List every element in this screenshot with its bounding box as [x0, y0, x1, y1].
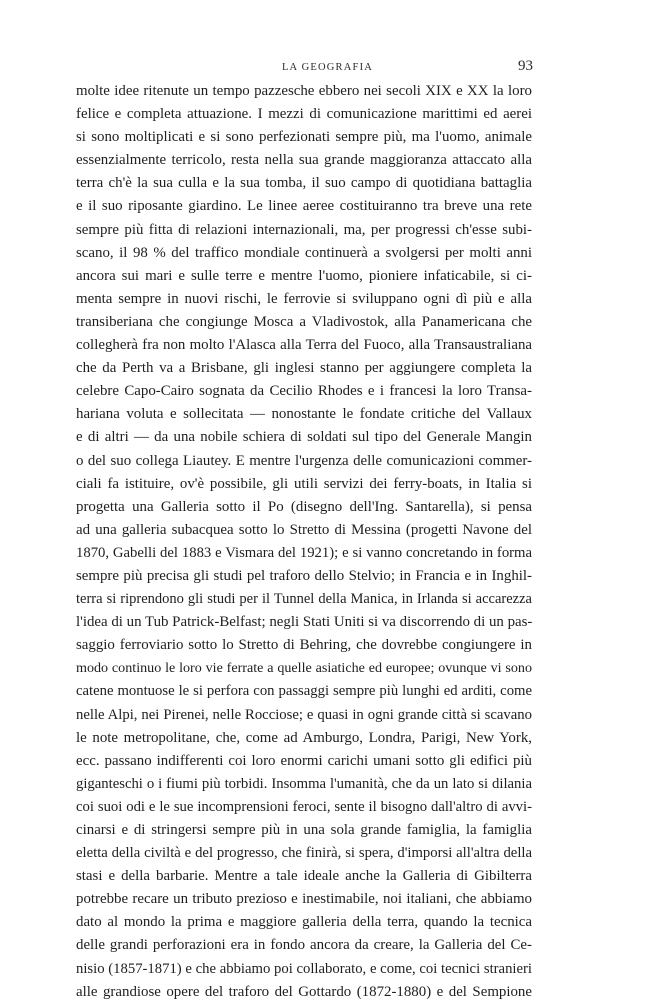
- text-line: potrebbe recare un tributo prezioso e inestimabile, noi italiani, che abbiamo: [76, 891, 532, 908]
- running-title: LA GEOGRAFIA: [281, 62, 374, 73]
- text-line: che da Perth va a Brisbane, gli inglesi stanno per aggiungere completa la: [76, 360, 532, 377]
- text-line: dato al mondo la prima e maggiore galleria della terra, quando la tecnica: [76, 914, 532, 931]
- text-line: catene montuose le si perfora con passaggi sempre più lunghi ed arditi, come: [76, 683, 532, 700]
- text-line: nelle Alpi, nei Pirenei, nelle Rocciose; e quasi in ogni grande città si scavano: [76, 706, 532, 723]
- text-line: ancora sui mari e sulle terre e mentre l'uomo, pioniere infaticabile, si ci-: [76, 267, 532, 284]
- text-line: e il suo riposante giardino. Le linee aeree costituiranno tra breve una rete: [76, 198, 532, 215]
- text-line: sempre più fitta di relazioni internazionali, ma, per progressi ch'esse subi-: [76, 221, 532, 238]
- body-text: [76, 80, 532, 1004]
- text-line: 1870, Gabelli del 1883 e Vismara del 1921); e si vanno concretando in forma: [76, 544, 532, 561]
- text-line: stasi e della barbarie. Mentre a tale ideale anche la Galleria di Gibilterra: [76, 868, 532, 885]
- text-line: scano, il 98 % del traffico mondiale continuerà a svolgersi per molti anni: [76, 244, 532, 261]
- text-line: delle grandi perforazioni era in fondo ancora da creare, la Galleria del Ce-: [76, 937, 532, 954]
- text-line: giganteschi o i fiumi più torbidi. Insomma l'umanità, che da un lato si dilania: [76, 775, 532, 792]
- text-line: cinarsi e di stringersi sempre più in una sola grande famiglia, la famiglia: [76, 822, 532, 838]
- text-line: modo continuo le loro vie ferrate a quelle asiatiche ed europee; ovunque vi sono: [76, 660, 532, 677]
- text-line: ciali fa istituire, ov'è possibile, gli utili servizi dei ferry-boats, in Italia si: [76, 475, 532, 492]
- text-line: alle grandiose opere del traforo del Gottardo (1872-1880) e del Sempione: [76, 983, 532, 1000]
- text-line: collegherà fra non molto l'Alasca alla Terra del Fuoco, alla Transaustraliana: [76, 337, 532, 354]
- text-line: sempre più precisa gli studi pel traforo dello Stelvio; in Francia e in Inghil-: [76, 567, 532, 584]
- text-line: ecc. passano indifferenti coi loro enormi carichi umani sotto gli edifici più: [76, 752, 532, 769]
- text-line: ad una galleria subacquea sotto lo Stretto di Messina (progetti Navone del: [76, 521, 532, 538]
- text-line: molte idee ritenute un tempo pazzesche ebbero nei secoli XIX e XX la loro: [76, 83, 532, 99]
- text-line: si sono moltiplicati e si sono perfezionati sempre più, ma l'uomo, animale: [76, 129, 532, 146]
- text-line: coi suoi odi e le sue incomprensioni feroci, sente il bisogno dall'altro di avvi-: [76, 798, 532, 815]
- text-line: saggio ferroviario sotto lo Stretto di Behring, che dovrebbe congiungere in: [76, 637, 532, 654]
- text-line: o del suo collega Liautey. E mentre l'urgenza delle comunicazioni commer-: [76, 452, 532, 469]
- page-number: 93: [518, 58, 533, 74]
- text-line: terra si riprendono gli studi per il Tunnel della Manica, in Irlanda si accarezza: [76, 591, 532, 608]
- text-line: progetta una Galleria sotto il Po (disegno dell'Ing. Santarella), si pensa: [76, 498, 532, 515]
- text-line: celebre Capo-Cairo sognata da Cecilio Rhodes e i francesi la loro Transa-: [76, 383, 532, 400]
- running-header: [0, 58, 655, 80]
- text-line: felice e completa attuazione. I mezzi di comunicazione marittimi ed aerei: [76, 106, 532, 123]
- text-line: transiberiana che congiunge Mosca a Vladivostok, alla Panamericana che: [76, 313, 532, 330]
- text-line: e di altri — da una nobile schiera di soldati sul tipo del Generale Mangin: [76, 429, 532, 446]
- text-line: terra ch'è la sua culla e la sua tomba, il suo campo di quotidiana battaglia: [76, 175, 532, 192]
- text-line: l'idea di un Tub Patrick-Belfast; negli Stati Uniti si va discorrendo di un pas-: [76, 614, 532, 631]
- text-line: le note metropolitane, che, come ad Amburgo, Londra, Parigi, New York,: [76, 729, 532, 746]
- text-line: menta sempre in nuovi rischi, le ferrovie si sviluppano ogni dì più e alla: [76, 290, 532, 307]
- text-line: eletta della civiltà e del progresso, che finirà, si spera, d'imporsi all'altra della: [76, 845, 532, 862]
- text-line: hariana voluta e sollecitata — nonostante le fondate critiche del Vallaux: [76, 406, 532, 423]
- text-line: essenzialmente terricolo, resta nella sua grande maggioranza attaccato alla: [76, 152, 532, 169]
- text-line: nisio (1857-1871) e che abbiamo poi collaborato, e come, coi tecnici stranieri: [76, 960, 532, 977]
